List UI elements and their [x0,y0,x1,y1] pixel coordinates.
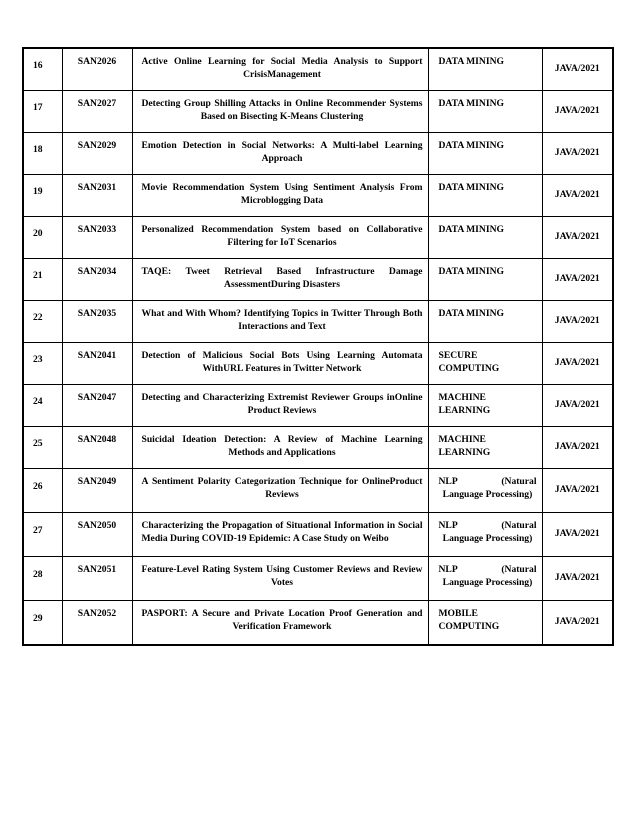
project-technology-year: JAVA/2021 [542,90,613,132]
project-code: SAN2033 [62,216,132,258]
serial-number: 24 [23,384,62,426]
project-title: Active Online Learning for Social Media Analysis to Support CrisisManagement [132,48,428,90]
project-domain: SECURE COMPUTING [428,342,542,384]
project-title: What and With Whom? Identifying Topics in Twitter Through Both Interactions and Text [132,300,428,342]
project-technology-year: JAVA/2021 [542,300,613,342]
project-domain: NLP (Natural Language Processing) [428,468,542,512]
project-title: TAQE: Tweet Retrieval Based Infrastructure Damage AssessmentDuring Disasters [132,258,428,300]
project-domain: MACHINE LEARNING [428,426,542,468]
project-code: SAN2052 [62,600,132,645]
project-title: PASPORT: A Secure and Private Location Proof Generation and Verification Framework [132,600,428,645]
serial-number: 29 [23,600,62,645]
project-technology-year: JAVA/2021 [542,132,613,174]
table-row [23,600,613,645]
table-row [23,216,613,258]
table-row [23,174,613,216]
project-title: Detecting Group Shilling Attacks in Online Recommender Systems Based on Bisecting K-Means Clustering [132,90,428,132]
serial-number: 22 [23,300,62,342]
project-technology-year: JAVA/2021 [542,384,613,426]
serial-number: 23 [23,342,62,384]
project-technology-year: JAVA/2021 [542,600,613,645]
serial-number: 19 [23,174,62,216]
project-code: SAN2047 [62,384,132,426]
project-code: SAN2034 [62,258,132,300]
table-row [23,468,613,512]
project-domain: DATA MINING [428,48,542,90]
project-domain: DATA MINING [428,90,542,132]
project-technology-year: JAVA/2021 [542,216,613,258]
project-code: SAN2029 [62,132,132,174]
table-row [23,512,613,556]
project-domain: NLP (Natural Language Processing) [428,512,542,556]
serial-number: 16 [23,48,62,90]
serial-number: 18 [23,132,62,174]
project-title: Suicidal Ideation Detection: A Review of Machine Learning Methods and Applications [132,426,428,468]
project-domain: DATA MINING [428,174,542,216]
serial-number: 26 [23,468,62,512]
table-row [23,556,613,600]
project-title: Detecting and Characterizing Extremist Reviewer Groups inOnline Product Reviews [132,384,428,426]
serial-number: 20 [23,216,62,258]
project-technology-year: JAVA/2021 [542,174,613,216]
table-row [23,426,613,468]
projects-table-body [23,48,613,645]
project-technology-year: JAVA/2021 [542,258,613,300]
project-domain: DATA MINING [428,258,542,300]
project-code: SAN2026 [62,48,132,90]
project-domain: DATA MINING [428,216,542,258]
table-row [23,342,613,384]
project-domain: MACHINE LEARNING [428,384,542,426]
project-code: SAN2051 [62,556,132,600]
project-technology-year: JAVA/2021 [542,512,613,556]
project-domain: MOBILE COMPUTING [428,600,542,645]
project-code: SAN2031 [62,174,132,216]
table-row [23,300,613,342]
project-technology-year: JAVA/2021 [542,342,613,384]
serial-number: 27 [23,512,62,556]
project-code: SAN2050 [62,512,132,556]
serial-number: 21 [23,258,62,300]
project-domain: DATA MINING [428,300,542,342]
project-technology-year: JAVA/2021 [542,556,613,600]
projects-table [22,47,614,646]
table-row [23,258,613,300]
project-title: Emotion Detection in Social Networks: A Multi-label Learning Approach [132,132,428,174]
table-row [23,384,613,426]
project-title: Personalized Recommendation System based on Collaborative Filtering for IoT Scenarios [132,216,428,258]
serial-number: 28 [23,556,62,600]
project-code: SAN2027 [62,90,132,132]
table-row [23,48,613,90]
project-title: Detection of Malicious Social Bots Using Learning Automata WithURL Features in Twitter Network [132,342,428,384]
project-domain: NLP (Natural Language Processing) [428,556,542,600]
project-title: A Sentiment Polarity Categorization Technique for OnlineProduct Reviews [132,468,428,512]
project-title: Characterizing the Propagation of Situational Information in Social Media During COVID-19 Epidemic: A Case Study on Weibo [132,512,428,556]
table-row [23,90,613,132]
project-technology-year: JAVA/2021 [542,48,613,90]
table-row [23,132,613,174]
project-code: SAN2035 [62,300,132,342]
project-code: SAN2041 [62,342,132,384]
project-title: Movie Recommendation System Using Sentiment Analysis From Microblogging Data [132,174,428,216]
project-code: SAN2048 [62,426,132,468]
serial-number: 17 [23,90,62,132]
project-technology-year: JAVA/2021 [542,426,613,468]
serial-number: 25 [23,426,62,468]
project-code: SAN2049 [62,468,132,512]
project-domain: DATA MINING [428,132,542,174]
project-technology-year: JAVA/2021 [542,468,613,512]
project-title: Feature-Level Rating System Using Customer Reviews and Review Votes [132,556,428,600]
